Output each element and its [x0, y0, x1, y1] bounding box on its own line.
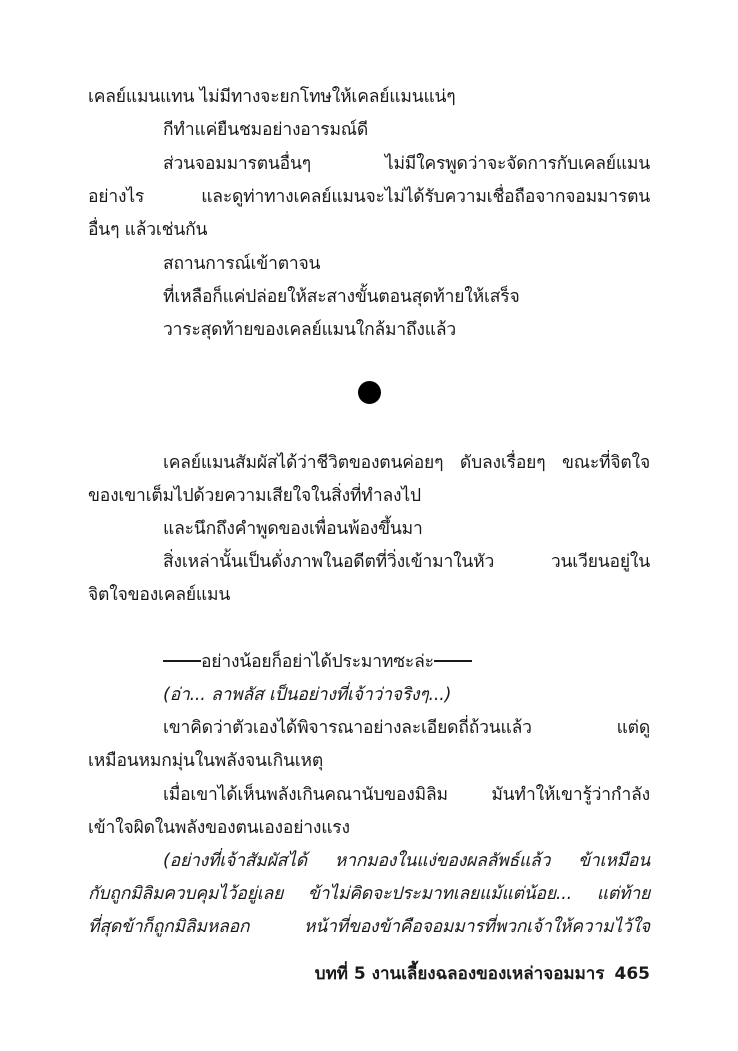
- em-dash-left: [163, 660, 201, 662]
- italic-thought-line: (อย่างที่เจ้าสัมผัสได้ หากมองในแง่ของผลลัพธ์แล้ว ข้าเหมือน: [163, 851, 650, 871]
- italic-thought-line: กับถูกมิลิมควบคุมไว้อยู่เลย ข้าไม่คิดจะประมาทเลยแม้แต่น้อย... แต่ท้าย: [88, 884, 650, 904]
- body-text-line: ส่วนจอมมารตนอื่นๆ ไม่มีใครพูดว่าจะจัดการกับเคลย์แมน: [163, 154, 650, 174]
- em-dash-right: [434, 660, 472, 662]
- chapter-title: บทที่ 5 งานเลี้ยงฉลองของเหล่าจอมมาร: [314, 964, 605, 984]
- body-text-line: เหมือนหมกมุ่นในพลังจนเกินเหตุ: [88, 751, 324, 771]
- body-text-line: เคลย์แมนสัมผัสได้ว่าชีวิตของตนค่อยๆ ดับลงเรื่อยๆ ขณะที่จิตใจ: [163, 453, 650, 473]
- page-footer: [88, 961, 650, 987]
- body-text-line: ที่เหลือก็แค่ปล่อยให้สะสางขั้นตอนสุดท้ายให้เสร็จ: [163, 287, 520, 307]
- italic-thought-line: (อ่า... ลาพลัส เป็นอย่างที่เจ้าว่าจริงๆ...): [163, 685, 452, 705]
- body-text-line: วาระสุดท้ายของเคลย์แมนใกล้มาถึงแล้ว: [163, 320, 456, 340]
- body-text-line: อย่างไร และดูท่าทางเคลย์แมนจะไม่ได้รับความเชื่อถือจากจอมมารตน: [88, 187, 650, 207]
- body-text-line: เคลย์แมนแทน ไม่มีทางจะยกโทษให้เคลย์แมนแน่ๆ: [88, 87, 456, 107]
- body-text-line: ของเขาเต็มไปด้วยความเสียใจในสิ่งที่ทำลงไป: [88, 486, 421, 506]
- italic-thought-line: ที่สุดข้าก็ถูกมิลิมหลอก หน้าที่ของข้าคือจอมมารที่พวกเจ้าให้ความไว้ใจ: [88, 917, 650, 937]
- body-text-line: อื่นๆ แล้วเช่นกัน: [88, 220, 208, 240]
- quote-line: [163, 648, 650, 676]
- body-text-line: เมื่อเขาได้เห็นพลังเกินคณานับของมิลิม มันทำให้เขารู้ว่ากำลัง: [163, 785, 650, 805]
- body-text-line: และนึกถึงคำพูดของเพื่อนพ้องขึ้นมา: [163, 519, 423, 539]
- body-text-line: กีทำแค่ยืนชมอย่างอารมณ์ดี: [163, 120, 368, 140]
- body-text-line: จิตใจของเคลย์แมน: [88, 585, 231, 605]
- body-text-line: เข้าใจผิดในพลังของตนเองอย่างแรง: [88, 818, 350, 838]
- page-number: 465: [614, 964, 650, 984]
- body-text-line: สิ่งเหล่านั้นเป็นดั่งภาพในอดีตที่วิ่งเข้ามาในหัว วนเวียนอยู่ใน: [163, 552, 650, 572]
- section-break-dot: [358, 381, 381, 404]
- quote-text: อย่างน้อยก็อย่าได้ประมาทซะล่ะ: [201, 652, 434, 672]
- body-text-line: สถานการณ์เข้าตาจน: [163, 254, 321, 274]
- body-text-line: เขาคิดว่าตัวเองได้พิจารณาอย่างละเอียดถี่ถ้วนแล้ว แต่ดู: [163, 718, 650, 738]
